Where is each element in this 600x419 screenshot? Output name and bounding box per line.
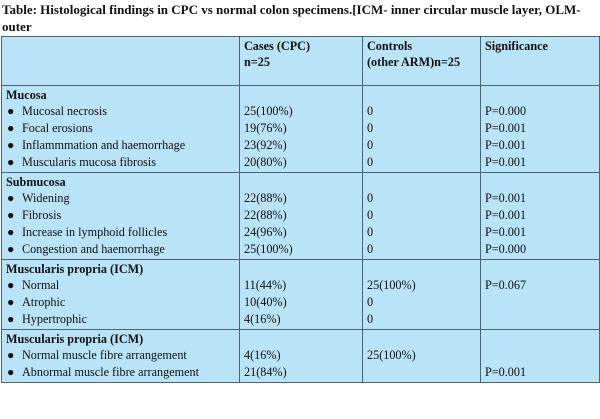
section-title-spacer: [367, 261, 476, 277]
header-row: [2, 37, 600, 86]
controls-cell: [363, 173, 481, 260]
controls-value: [367, 364, 476, 381]
cases-value: 10(40%): [244, 295, 287, 309]
section-title-spacer: [485, 261, 595, 277]
header-cases-n: n=25: [244, 55, 270, 69]
significance-value: P=0.001: [485, 208, 527, 222]
finding-item: [6, 103, 235, 120]
controls-value: 0: [367, 155, 374, 169]
section-row: [2, 173, 600, 260]
finding-item: [6, 294, 235, 311]
finding-item: [6, 311, 235, 328]
controls-value: 0: [367, 104, 374, 118]
section-title: Muscularis propria (ICM): [6, 332, 144, 346]
section-title-spacer: [485, 87, 595, 103]
bullet-icon: ●: [7, 278, 15, 292]
caption-line-1: Table: Histological findings in CPC vs normal colon specimens.[ICM- inner circular muscle layer, OLM- outer: [2, 2, 581, 34]
significance-cell: [481, 330, 600, 383]
section-title-spacer: [244, 261, 358, 277]
significance-value: P=0.001: [485, 365, 527, 379]
finding-label: Fibrosis: [22, 208, 62, 222]
controls-value: 0: [367, 295, 374, 309]
controls-value: 0: [367, 138, 374, 152]
bullet-icon: ●: [7, 104, 15, 118]
header-cases: [240, 37, 363, 86]
significance-value: P=0.001: [485, 138, 527, 152]
significance-value: [485, 294, 595, 311]
significance-value: P=0.001: [485, 121, 527, 135]
section-title-spacer: [367, 331, 476, 347]
section-title-spacer: [485, 174, 595, 190]
significance-value: P=0.001: [485, 225, 527, 239]
finding-label: Widening: [22, 191, 70, 205]
section-title-spacer: [244, 174, 358, 190]
bullet-icon: ●: [7, 121, 15, 135]
finding-item: [6, 277, 235, 294]
cases-value: 4(16%): [244, 312, 281, 326]
finding-label: Abnormal muscle fibre arrangement: [22, 365, 199, 379]
significance-cell: [481, 173, 600, 260]
bullet-icon: ●: [7, 242, 15, 256]
cases-value: 25(100%): [244, 104, 293, 118]
finding-item: [6, 190, 235, 207]
finding-label: Inflammmation and haemorrhage: [22, 138, 186, 152]
cases-cell: [240, 330, 363, 383]
bullet-icon: ●: [7, 295, 15, 309]
controls-cell: [363, 86, 481, 173]
significance-value: P=0.001: [485, 155, 527, 169]
finding-item: [6, 137, 235, 154]
cases-cell: [240, 173, 363, 260]
cases-value: 23(92%): [244, 138, 287, 152]
finding-item: [6, 120, 235, 137]
cases-value: 11(44%): [244, 278, 287, 292]
controls-value: 0: [367, 191, 374, 205]
bullet-icon: ●: [7, 312, 15, 326]
cases-value: 25(100%): [244, 242, 293, 256]
finding-item: [6, 347, 235, 364]
controls-cell: [363, 260, 481, 330]
significance-value: [485, 311, 595, 328]
finding-cell: [2, 330, 240, 383]
significance-value: P=0.001: [485, 191, 527, 205]
significance-value: [485, 347, 595, 364]
controls-value: 25(100%): [367, 278, 416, 292]
bullet-icon: ●: [7, 365, 15, 379]
controls-value: 0: [367, 208, 374, 222]
cases-value: 22(88%): [244, 191, 287, 205]
cases-value: 21(84%): [244, 365, 287, 379]
finding-label: Normal muscle fibre arrangement: [22, 348, 187, 362]
finding-label: Atrophic: [22, 295, 66, 309]
controls-cell: [363, 330, 481, 383]
controls-value: 0: [367, 242, 374, 256]
bullet-icon: ●: [7, 208, 15, 222]
cases-value: 24(96%): [244, 225, 287, 239]
section-title-spacer: [244, 331, 358, 347]
bullet-icon: ●: [7, 225, 15, 239]
header-controls-n: (other ARM)n=25: [367, 55, 461, 69]
finding-item: [6, 241, 235, 258]
findings-table: [1, 36, 600, 383]
finding-item: [6, 364, 235, 381]
section-title-spacer: [244, 87, 358, 103]
bullet-icon: ●: [7, 155, 15, 169]
header-finding: [2, 37, 240, 86]
section-title: Muscularis propria (ICM): [6, 262, 144, 276]
header-significance: Significance: [481, 37, 600, 86]
table-caption: [0, 0, 600, 36]
header-controls: [363, 37, 481, 86]
cases-value: 19(76%): [244, 121, 287, 135]
controls-value: 0: [367, 121, 374, 135]
header-controls-label: Controls: [367, 39, 413, 53]
section-title-spacer: [485, 331, 595, 347]
bullet-icon: ●: [7, 138, 15, 152]
finding-label: Muscularis mucosa fibrosis: [22, 155, 157, 169]
controls-value: 0: [367, 312, 374, 326]
finding-item: [6, 154, 235, 171]
finding-item: [6, 224, 235, 241]
significance-value: P=0.067: [485, 278, 527, 292]
finding-label: Mucosal necrosis: [22, 104, 107, 118]
finding-cell: [2, 173, 240, 260]
cases-cell: [240, 260, 363, 330]
controls-value: 0: [367, 225, 374, 239]
section-title-spacer: [367, 174, 476, 190]
finding-cell: [2, 86, 240, 173]
significance-value: P=0.000: [485, 242, 527, 256]
bullet-icon: ●: [7, 191, 15, 205]
significance-cell: [481, 86, 600, 173]
cases-value: 22(88%): [244, 208, 287, 222]
section-title-spacer: [367, 87, 476, 103]
section-row: [2, 86, 600, 173]
finding-label: Increase in lymphoid follicles: [22, 225, 168, 239]
significance-cell: [481, 260, 600, 330]
bullet-icon: ●: [7, 348, 15, 362]
significance-value: P=0.000: [485, 104, 527, 118]
finding-label: Congestion and haemorrhage: [22, 242, 165, 256]
finding-label: Normal: [22, 278, 60, 292]
finding-label: Focal erosions: [22, 121, 93, 135]
controls-value: 25(100%): [367, 348, 416, 362]
section-title: Mucosa: [6, 88, 47, 102]
finding-label: Hypertrophic: [22, 312, 87, 326]
findings-table-body: [2, 37, 600, 383]
section-title: Submucosa: [6, 175, 66, 189]
finding-item: [6, 207, 235, 224]
cases-cell: [240, 86, 363, 173]
cases-value: 4(16%): [244, 348, 281, 362]
cases-value: 20(80%): [244, 155, 287, 169]
header-cases-label: Cases (CPC): [244, 39, 311, 53]
finding-cell: [2, 260, 240, 330]
section-row: [2, 260, 600, 330]
section-row: [2, 330, 600, 383]
